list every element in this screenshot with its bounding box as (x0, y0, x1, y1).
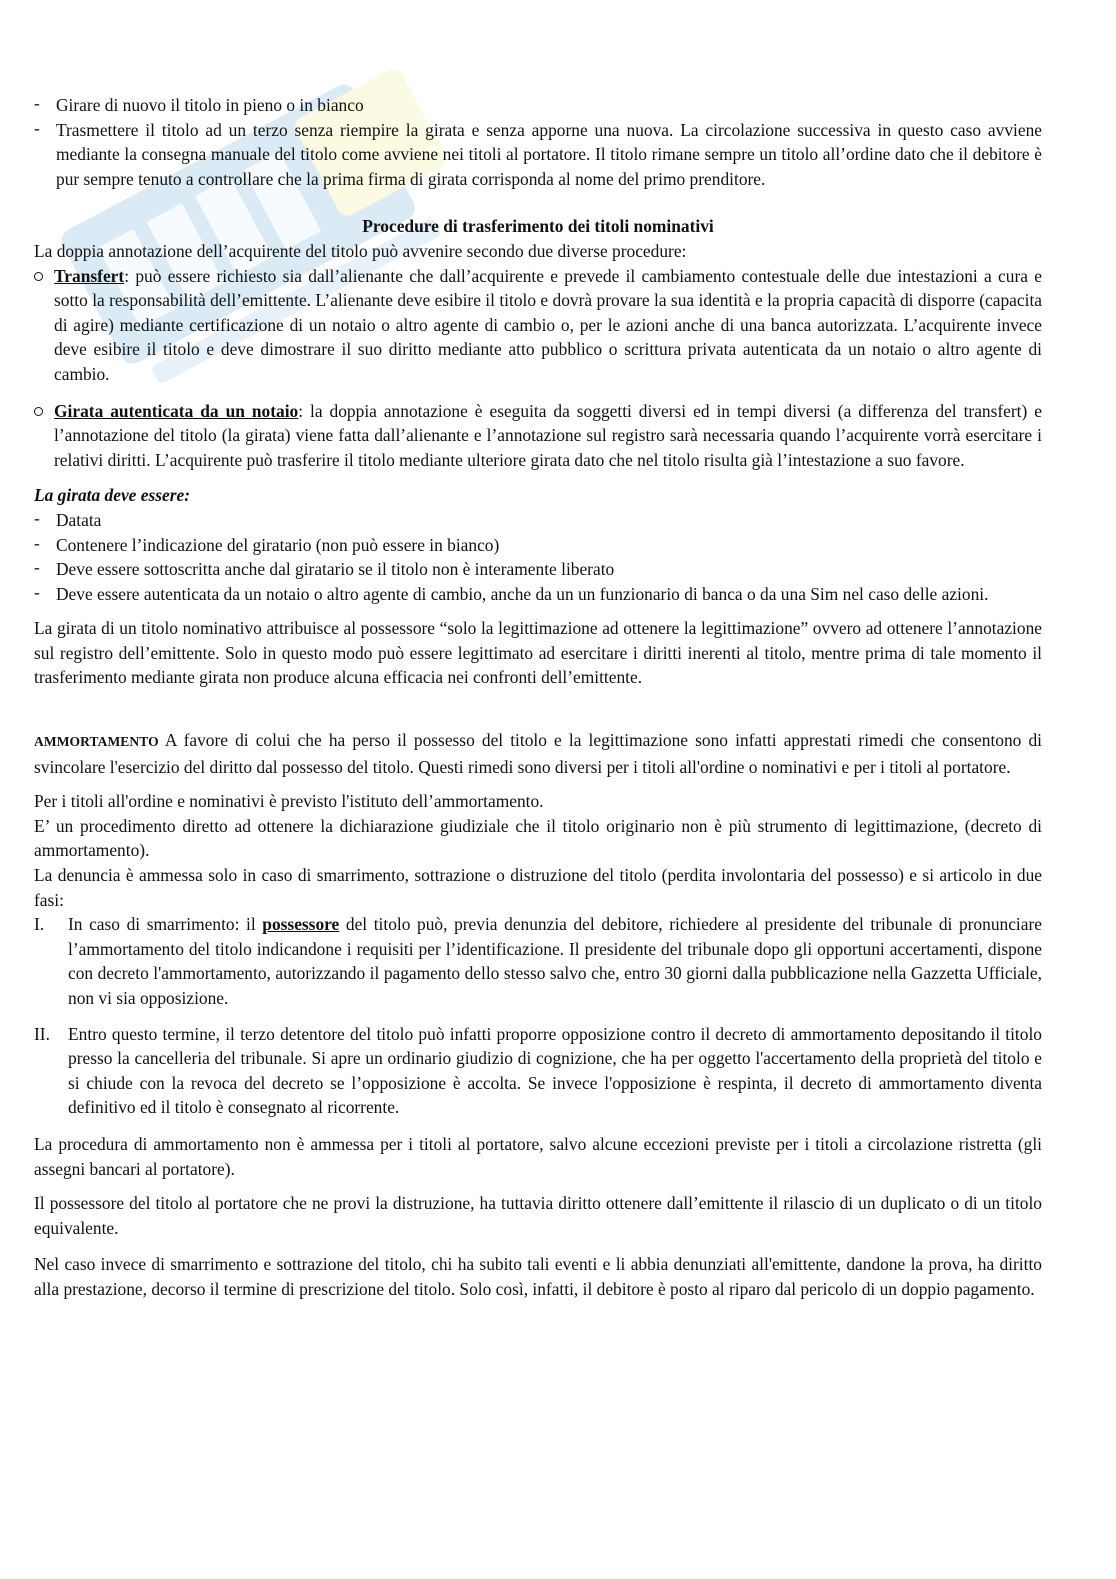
ammortamento-intro (34, 728, 1042, 779)
phase-text: del titolo può, previa denunzia del debitore, richiedere al presidente del tribunale di pronunciare l’ammortamento del titolo indicandone i requisiti per l’identificazione. Il presidente del tribunale dopo gli opportuni accertamenti, dispone con decreto l'ammortamento, autorizzando il pagamento dello stesso salvo che, entro 30 giorni dalla pubblicazione nella Gazzetta Ufficiale, non vi sia opposizione. (68, 914, 1042, 1008)
phase-text: In caso di smarrimento: il (68, 914, 263, 935)
ammortamento-label: AMMORTAMENTO (34, 734, 159, 750)
list-item: - Deve essere sottoscritta anche dal giratario se il titolo non è interamente liberato (34, 557, 1042, 582)
paragraph: Nel caso invece di smarrimento e sottrazione del titolo, chi ha subito tali eventi e li abbia denunziati all'emittente, dandone la prova, ha diritto alla prestazione, decorso il termine di prescrizione del titolo. Solo così, infatti, il debitore è posto al riparo dal pericolo di un doppio pagamento. (34, 1254, 1042, 1299)
document-page (34, 93, 1042, 1302)
list-item: - Trasmettere il titolo ad un terzo senza riempire la girata e senza apporne una nuova. La circolazione successiva in questo caso avviene mediante la consegna manuale del titolo come avviene nei titoli al portatore. Il titolo rimane sempre un titolo all’ordine dato che il debitore è pur sempre tenuto a controllare che la prima firma di girata corrisponda al nome del primo prenditore. (34, 118, 1042, 192)
girata-heading: La girata deve essere: (34, 485, 190, 506)
circle-bullet-icon (34, 272, 43, 281)
paragraph: La procedura di ammortamento non è ammessa per i titoli al portatore, salvo alcune eccezioni previste per i titoli a circolazione ristretta (gli assegni bancari al portatore). (34, 1133, 1042, 1179)
phase-text: Entro questo termine, il terzo detentore del titolo può infatti proporre opposizione contro il decreto di ammortamento depositando il titolo presso la cancelleria del tribunale. Si apre un ordinario giudizio di cognizione, che ha per oggetto l'accertamento della proprietà del titolo e si chiude con la revoca del decreto se l’opposizione è accolta. Se invece l'opposizione è respinta, il decreto di ammortamento diventa definitivo ed il titolo è consegnato al ricorrente. (68, 1023, 1042, 1118)
paragraph: Il possessore del titolo al portatore che ne provi la distruzione, ha tuttavia diritto ottenere dall’emittente il rilascio di un duplicato o di un titolo equivalente. (34, 1193, 1042, 1238)
list-item (34, 1022, 1042, 1120)
list-item (34, 912, 1042, 1010)
term-girata-autenticata: Girata autenticata da un notaio (54, 400, 299, 421)
paragraph: Per i titoli all'ordine e nominativi è previsto l'istituto dell’ammortamento. (34, 791, 544, 812)
list-item: - Contenere l’indicazione del giratario (non può essere in bianco) (34, 533, 1042, 558)
list-item: - Girare di nuovo il titolo in pieno o in bianco (34, 93, 1042, 118)
paragraph: E’ un procedimento diretto ad ottenere la dichiarazione giudiziale che il titolo originario non è più strumento di legittimazione, (decreto di ammortamento). (34, 815, 1042, 861)
term-description: : può essere richiesto sia dall’alienante che dall’acquirente e prevede il cambiamento contestuale delle due intestazioni a cura e sotto la responsabilità dell’emittente. L’alienante deve esibire il titolo e dovrà provare la sua identità e la propria capacità di disporre (capacita di agire) mediante certificazione di un notaio o altro agente di cambio o, per le azioni anche di una banca autorizzata. L’acquirente invece deve esibire il titolo e deve dimostrare il suo diritto mediante atto pubblico o scrittura privata autenticata da un notaio o altro agente di cambio. (54, 265, 1042, 384)
term-description: : la doppia annotazione è eseguita da soggetti diversi ed in tempi diversi (a differenza del transfert) e l’annotazione del titolo (la girata) viene fatta dall’alienante e l’annotazione sul registro sarà necessaria quando l’acquirente vorrà esercitare i relativi diritti. L’acquirente può trasferire il titolo mediante ulteriore girata dato che nel titolo risulta già l’intestazione a suo favore. (54, 400, 1042, 470)
section-title: Procedure di trasferimento dei titoli nominativi (362, 216, 714, 237)
paragraph: La denuncia è ammessa solo in caso di smarrimento, sottrazione o distruzione del titolo (perdita involontaria del possesso) e si articolo in due fasi: (34, 865, 1042, 910)
term-possessore: possessore (262, 914, 340, 935)
list-item (34, 264, 1042, 387)
ammortamento-intro-text: A favore di colui che ha perso il possesso del titolo e la legittimazione sono infatti apprestati rimedi che consentono di svincolare l'esercizio del diritto dal possesso del titolo. Questi rimedi sono diversi per i titoli all'ordine o nominativi e per i titoli al portatore. (34, 730, 1042, 777)
list-item: - Datata (34, 508, 1042, 533)
section-intro: La doppia annotazione dell’acquirente del titolo può avvenire secondo due diverse procedure: (34, 240, 687, 261)
procedure-list (34, 264, 1042, 473)
circle-bullet-icon (34, 407, 43, 416)
phases-list (34, 912, 1042, 1120)
list-item: - Deve essere autenticata da un notaio o altro agente di cambio, anche da un un funzionario di banca o da una Sim nel caso delle azioni. (34, 582, 1042, 607)
term-transfert: Transfert (54, 265, 125, 286)
girata-requirements-list (34, 508, 1042, 606)
phase-number: II. (34, 1023, 50, 1044)
list-item (34, 399, 1042, 473)
phase-number: I. (34, 914, 45, 935)
intro-dash-list (34, 93, 1042, 191)
girata-paragraph: La girata di un titolo nominativo attribuisce al possessore “solo la legittimazione ad ottenere la legittimazione” ovvero ad ottenere l’annotazione sul registro dell’emittente. Solo in questo modo può essere legittimato ad esercitare i diritti inerenti al titolo, mentre prima di tale momento il trasferimento mediante girata non produce alcuna efficacia nei confronti dell’emittente. (34, 618, 1042, 688)
